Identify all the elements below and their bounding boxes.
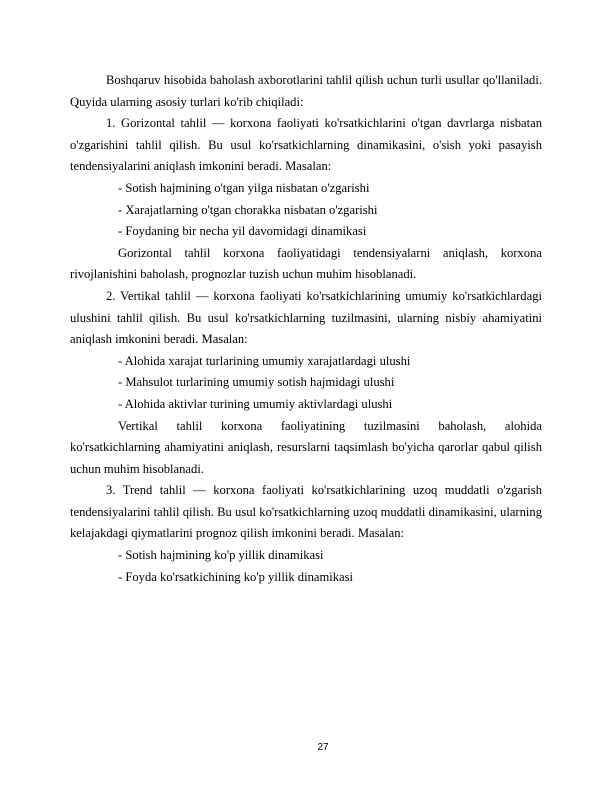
page-number: 27 [317,742,329,753]
section-3-item-2: - Foyda ko'rsatkichining ko'p yillik dinamikasi [118,569,354,584]
section-1-item-1: - Sotish hajmining o'tgan yilga nisbatan o'zgarishi [118,180,370,195]
section-3-heading: 3. Trend tahlil — korxona faoliyati ko'rsatkichlarining uzoq muddatli o'zgarish tendensiyalarini tahlil qilish. Bu usul ko'rsatkichlarning uzoq muddatli dinamikasini, ularning kelajakdagi qiymatlarini prognoz qilish imkonini beradi. Masalan: [70,483,542,541]
intro-paragraph: Boshqaruv hisobida baholash axborotlarini tahlil qilish uchun turli usullar qo'llaniladi. Quyida ularning asosiy turlari ko'rib chiqiladi: [70,73,542,109]
section-1-item-3: - Foydaning bir necha yil davomidagi dinamikasi [118,224,367,239]
section-2-item-2: - Mahsulot turlarining umumiy sotish hajmidagi ulushi [118,375,395,390]
section-2-heading: 2. Vertikal tahlil — korxona faoliyati ko'rsatkichlarining umumiy ko'rsatkichlardagi ulushini tahlil qilish. Bu usul ko'rsatkichlarning tuzilmasini, ularning nisbiy ahamiyatini aniqlash imkonini beradi. Masalan: [70,288,542,347]
section-1-heading: 1. Gorizontal tahlil — korxona faoliyati ko'rsatkichlarini o'tgan davrlarga nisbatan o'zgarishini tahlil qilish. Bu usul ko'rsatkichlarning dinamikasini, o'sish yoki pasayish tendensiyalarini aniqlash imkonini beradi. Masalan: [70,116,542,174]
section-2-item-1: - Alohida xarajat turlarining umumiy xarajatlardagi ulushi [118,353,411,368]
section-1-summary: Gorizontal tahlil korxona faoliyatidagi tendensiyalarni aniqlash, korxona rivojlanishini baholash, prognozlar tuzish uchun muhim hisoblanadi. [70,245,542,282]
section-3-item-1: - Sotish hajmining ko'p yillik dinamikasi [118,548,324,563]
section-2-item-3: - Alohida aktivlar turining umumiy aktivlardagi ulushi [118,396,393,411]
section-1-item-2: - Xarajatlarning o'tgan chorakka nisbatan o'zgarishi [118,202,378,217]
section-2-summary: Vertikal tahlil korxona faoliyatining tuzilmasini baholash, alohida ko'rsatkichlarning ahamiyatini aniqlash, resurslarni taqsimlash bo'yicha qarorlar qabul qilish uchun muhim hisoblanadi. [70,418,542,476]
document-body [70,70,542,588]
